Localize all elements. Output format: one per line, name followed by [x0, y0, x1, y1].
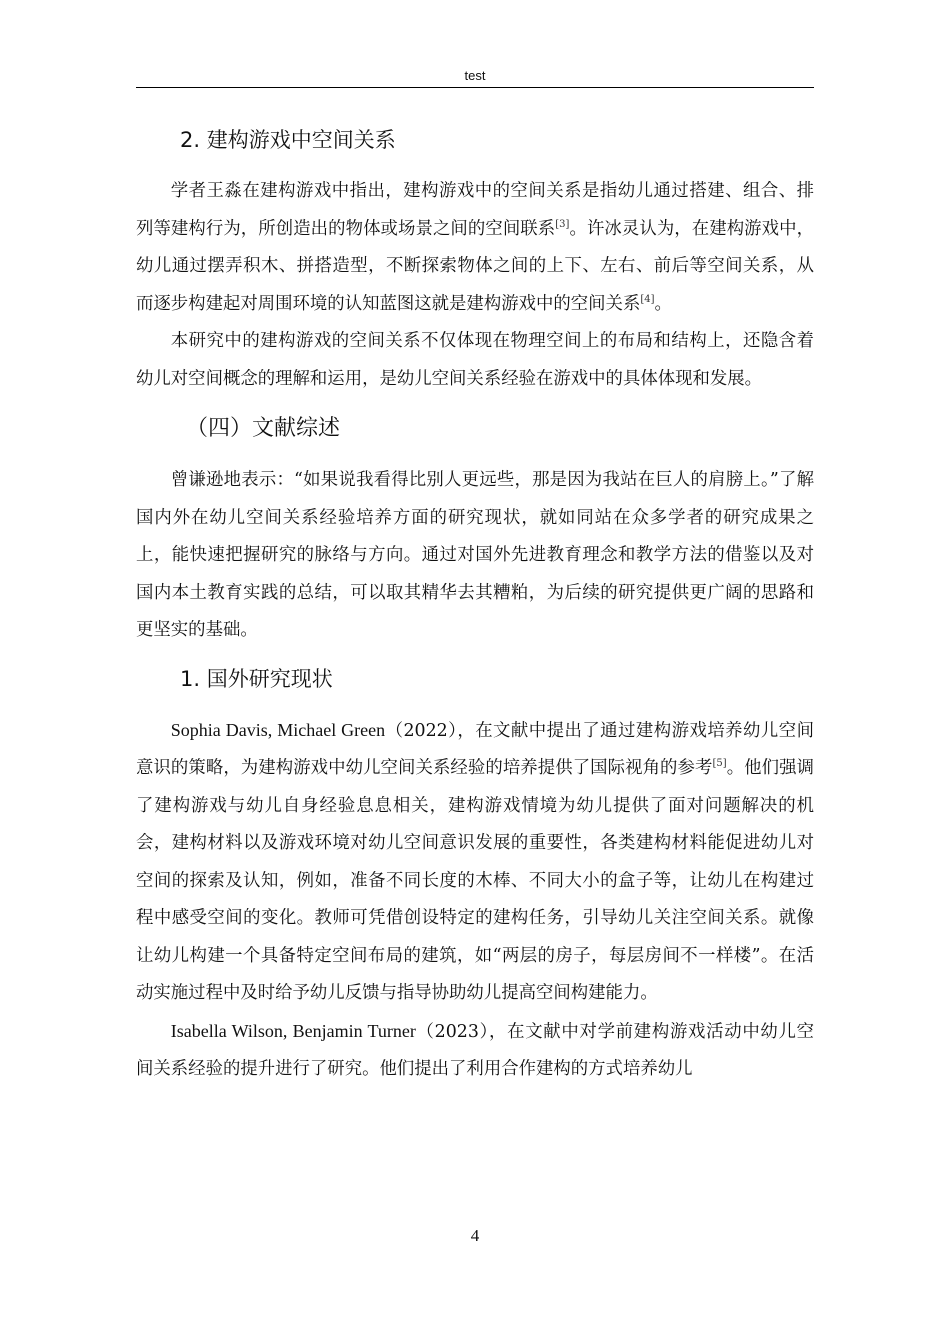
author-names: Isabella Wilson, Benjamin Turner [170, 1020, 416, 1041]
text-span: （2023），在文献中对学前建构游戏活动中幼儿空间关系经验的提升进行了研究。他们提出了利用合作建构的方式培养幼儿 [136, 1021, 815, 1079]
page-number: 4 [470, 1226, 480, 1245]
citation-ref: [5] [712, 758, 727, 769]
text-span: 。许冰灵认为，在建构游戏中，幼儿通过摆弄积木、拼搭造型，不断探索物体之间的上下、左右、前后等空间关系，从而逐步构建起对周围环境的认知蓝图这就是建构游戏中的空间关系 [136, 218, 814, 314]
paragraph-study-scope: 本研究中的建构游戏的空间关系不仅体现在物理空间上的布局和结构上，还隐含着幼儿对空间概念的理解和运用，是幼儿空间关系经验在游戏中的具体体现和发展。 [136, 331, 814, 389]
text-span: 学者王淼在建构游戏中指出，建构游戏中的空间关系是指幼儿通过搭建、组合、排列等建构行为，所创造出的物体或场景之间的空间联系 [136, 181, 814, 239]
text-span: 。他们强调了建构游戏与幼儿自身经验息息相关，建构游戏情境为幼儿提供了面对问题解决的机会，建构材料以及游戏环境对幼儿空间意识发展的重要性，各类建构材料能促进幼儿对空间的探索及认知，例如，准备不同长度的木棒、不同大小的盒子等，让幼儿在构建过程中感受空间的变化。教师可凭借创设特定的建构任务，引导幼儿关注空间关系。就像让幼儿构建一个具备特定空间布局的建筑，如“两层的房子，每层房间不一样楼”。在活动实施过程中及时给予幼儿反馈与指导协助幼儿提高空间构建能力。 [136, 758, 814, 1003]
heading-foreign-research: 1. 国外研究现状 [180, 666, 333, 691]
heading-literature-review: （四）文献综述 [186, 416, 341, 441]
heading-spatial-relations: 2. 建构游戏中空间关系 [180, 128, 396, 152]
paragraph-spatial-definition [136, 173, 814, 323]
paragraph-wilson-turner [136, 1013, 814, 1089]
citation-ref: [4] [640, 293, 655, 305]
author-names: Sophia Davis, Michael Green [170, 719, 386, 740]
page-header: test [136, 66, 814, 88]
page-content [136, 121, 814, 1089]
paragraph-review-intro: 曾谦逊地表示：“如果说我看得比别人更远些，那是因为我站在巨人的肩膀上。”了解国内外在幼儿空间关系经验培养方面的研究现状，就如同站在众多学者的研究成果之上，能快速把握研究的脉络与方向。通过对国外先进教育理念和教学方法的借鉴以及对国内本土教育实践的总结，可以取其精华去其糟粕，为后续的研究提供更广阔的思路和更坚实的基础。 [136, 470, 814, 640]
text-span: 。 [654, 293, 672, 314]
citation-ref: [3] [555, 218, 570, 230]
paragraph-davis-green [136, 712, 814, 1013]
text-span: （2022），在文献中提出了通过建构游戏培养幼儿空间意识的策略，为建构游戏中幼儿空间关系经验的培养提供了国际视角的参考 [136, 720, 814, 778]
